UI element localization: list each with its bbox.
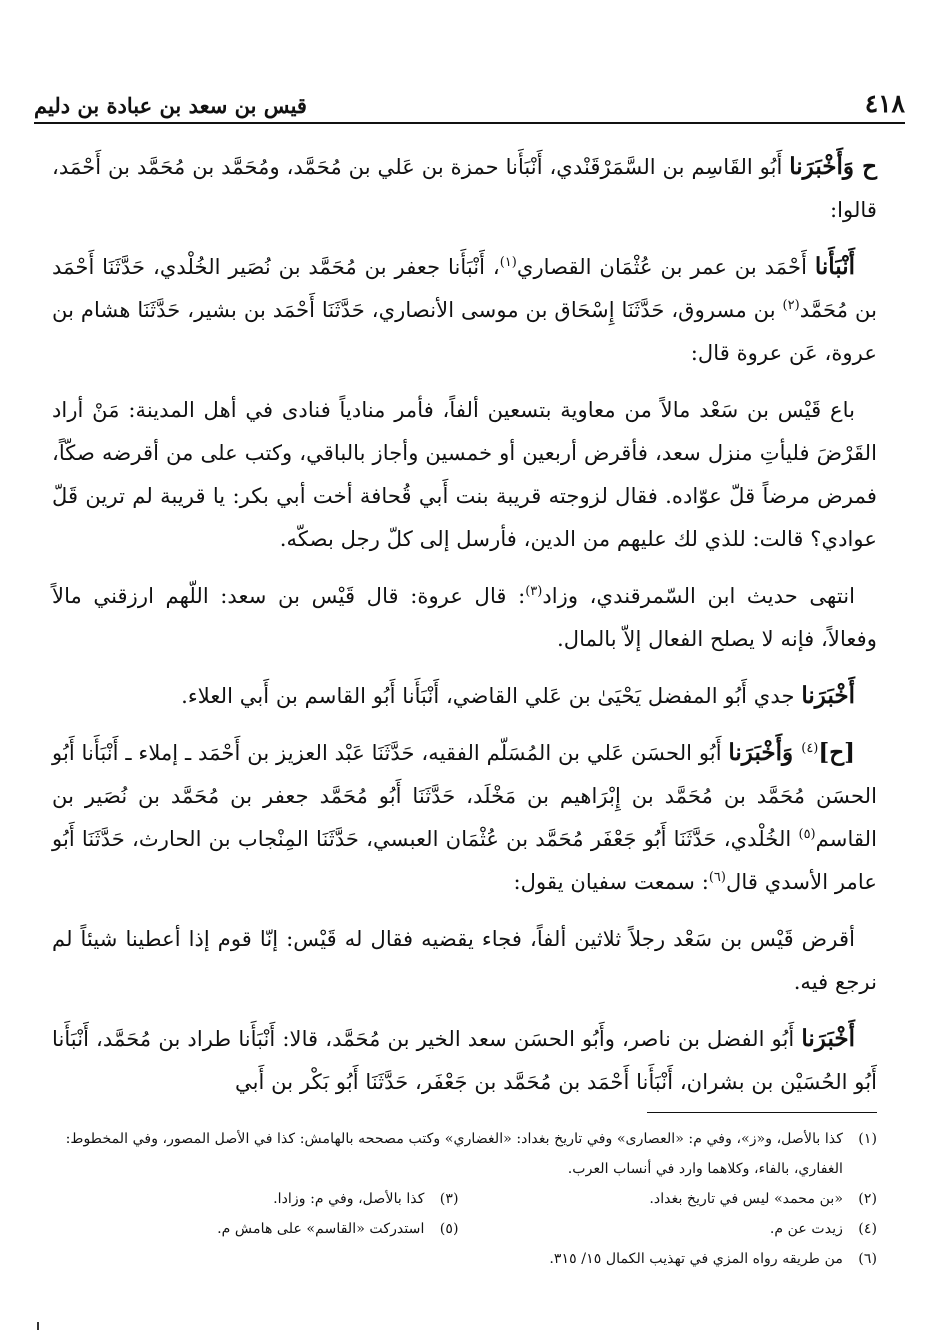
footnote xyxy=(459,1184,878,1214)
footnote xyxy=(40,1244,877,1274)
footnote-ref: (١) xyxy=(499,254,517,270)
chain-keyword: ح وَأَخْبَرَنا xyxy=(789,153,877,180)
paragraph-5 xyxy=(52,674,877,717)
chain-keyword: [ح] xyxy=(818,739,855,766)
footnote-number: (١) xyxy=(858,1131,877,1147)
footnote-row xyxy=(40,1214,877,1244)
footnote xyxy=(40,1124,877,1184)
footnote-number: (٢) xyxy=(858,1191,877,1207)
paragraph-7 xyxy=(52,917,877,1003)
footnote-ref: (٤) xyxy=(801,740,819,756)
page-number: ٤١٨ xyxy=(864,89,905,118)
running-header xyxy=(34,78,905,124)
footnote-ref: (٣) xyxy=(525,583,543,599)
footnote-ref: (٢) xyxy=(782,297,800,313)
paragraph-8 xyxy=(52,1017,877,1103)
footnote-number: (٦) xyxy=(858,1251,877,1267)
footnote-ref: (٥) xyxy=(798,826,816,842)
footnote xyxy=(40,1184,459,1214)
paragraph-text: باع قَيْس بن سَعْد مالاً من معاوية بتسعين ألفاً، فأمر منادياً فنادى في أهل المدينة: مَنْ أراد القَرْضَ فليأتِ منزل سعد، فأقرض أربعين أو خمسين وأجاز بالباقي، وكتب على من أقرضه صكّاً، فمرض مرضاً قلّ عوّاده. فقال لزوجته قريبة بنت أَبي قُحافة أخت أبي بكر: يا قريبة لم ترين قَلّ عوادي؟ قالت: للذي لك عليهم من الدين، فأرسل إلى كلّ رجل بصكّه. xyxy=(52,397,877,551)
scan-mark xyxy=(37,1322,39,1330)
paragraph-text: جدي أَبُو المفضل يَحْيَىٰ بن عَلي القاضي، أَنْبَأَنا أَبُو القاسم بن أَبي العلاء. xyxy=(181,683,802,708)
footnote-divider xyxy=(647,1112,877,1113)
paragraph-text: الخُلْدي، حَدَّثَنَا أَبُو جَعْفَر مُحَمَّد بن عُثْمَان العبسي، حَدَّثَنَا المِنْجاب بن الحارث، حَدَّثَنَا أَبُو عامر الأسدي قال xyxy=(52,826,877,894)
footnote-row xyxy=(40,1184,877,1214)
footnote-text: «بن محمد» ليس في تاريخ بغداد. xyxy=(649,1191,843,1207)
running-title: قيس بن سعد بن عبادة بن دليم xyxy=(34,93,307,118)
footnote-ref: (٦) xyxy=(708,869,726,885)
paragraph-3 xyxy=(52,388,877,560)
main-text xyxy=(52,145,877,1117)
footnote-text: كذا بالأصل، وفي م: وزادا. xyxy=(273,1191,425,1207)
footnote-text: من طريقه رواه المزي في تهذيب الكمال ١٥/ ٣١٥. xyxy=(549,1251,843,1267)
paragraph-text: انتهى حديث ابن السّمرقندي، وزاد xyxy=(542,583,855,608)
paragraph-text: أَبُو الحسَن عَلي بن المُسَلّم الفقيه، حَدَّثَنَا عَبْد العزيز بن أَحْمَد ـ إملاء ـ أَنْبَأَنا أَبُو الحسَن مُحَمَّد بن مُحَمَّد بن إِبْرَاهيم بن مَخْلَد، حَدَّثَنَا أَبُو مُحَمَّد جعفر بن مُحَمَّد بن نُصَير بن القاسم xyxy=(52,740,877,851)
paragraph-2 xyxy=(52,245,877,374)
chain-keyword: وَأَخْبَرَنا xyxy=(728,739,802,766)
footnote-number: (٣) xyxy=(439,1191,459,1207)
footnote xyxy=(40,1214,459,1244)
paragraph-text: : سمعت سفيان يقول: xyxy=(513,869,709,894)
paragraph-text: أقرض قَيْس بن سَعْد رجلاً ثلاثين ألفاً، فجاء يقضيه فقال له قَيْس: إنّا قوم إذا أعطينا شيئاً لم نرجع فيه. xyxy=(52,926,877,994)
footnotes xyxy=(40,1124,877,1274)
paragraph-1 xyxy=(52,145,877,231)
footnote xyxy=(459,1214,878,1244)
chain-keyword: أَنْبَأَنا xyxy=(814,253,855,280)
paragraph-text: بن مسروق، حَدَّثَنَا إِسْحَاق بن موسى الأنصاري، حَدَّثَنَا أَحْمَد بن بشير، حَدَّثَنَا هشام بن عروة، عَن عروة قال: xyxy=(52,297,877,365)
paragraph-text: ، أَنْبَأَنا جعفر بن مُحَمَّد بن نُصَير الخُلْدي، حَدَّثَنَا أَحْمَد بن مُحَمَّد xyxy=(52,254,877,322)
paragraph-text: أَبُو القَاسِم بن السَّمَرْقَنْدي، أَنْبَأَنا حمزة بن عَلي بن مُحَمَّد، ومُحَمَّد بن مُحَمَّد بن أَحْمَد، قالوا: xyxy=(52,154,877,222)
footnote-text: زيدت عن م. xyxy=(769,1221,843,1237)
paragraph-text: أَبُو الفضل بن ناصر، وأَبُو الحسَن سعد الخير بن مُحَمَّد، قالا: أَنْبَأَنا طراد بن مُحَمَّد، أَنْبَأَنا أَبُو الحُسَيْن بن بشران، أَنْبَأَنا أَحْمَد بن مُحَمَّد بن جَعْفَر، حَدَّثَنَا أَبُو بَكْر بن أَبي xyxy=(52,1026,877,1094)
paragraph-6 xyxy=(52,731,877,903)
paragraph-text: : قال عروة: قال قَيْس بن سعد: اللّهم ارزقني مالاً وفعالاً، فإنه لا يصلح الفعال إلاّ بالمال. xyxy=(52,583,877,651)
footnote-text: كذا بالأصل، و«ز»، وفي م: «العصارى» وفي تاريخ بغداد: «الغضاري» وكتب مصححه بالهامش: كذا في الأصل المصور، وفي المخطوط: الغفاري، بالفاء، وكلاهما وارد في أنساب العرب. xyxy=(65,1131,843,1177)
paragraph-text: أَحْمَد بن عمر بن عُثْمَان القصاري xyxy=(516,254,815,279)
chain-keyword: أَخْبَرَنا xyxy=(801,682,855,709)
footnote-number: (٥) xyxy=(439,1221,459,1237)
footnote-text: استدركت «القاسم» على هامش م. xyxy=(217,1221,425,1237)
paragraph-4 xyxy=(52,574,877,660)
footnote-number: (٤) xyxy=(858,1221,877,1237)
chain-keyword: أَخْبَرَنا xyxy=(801,1025,855,1052)
